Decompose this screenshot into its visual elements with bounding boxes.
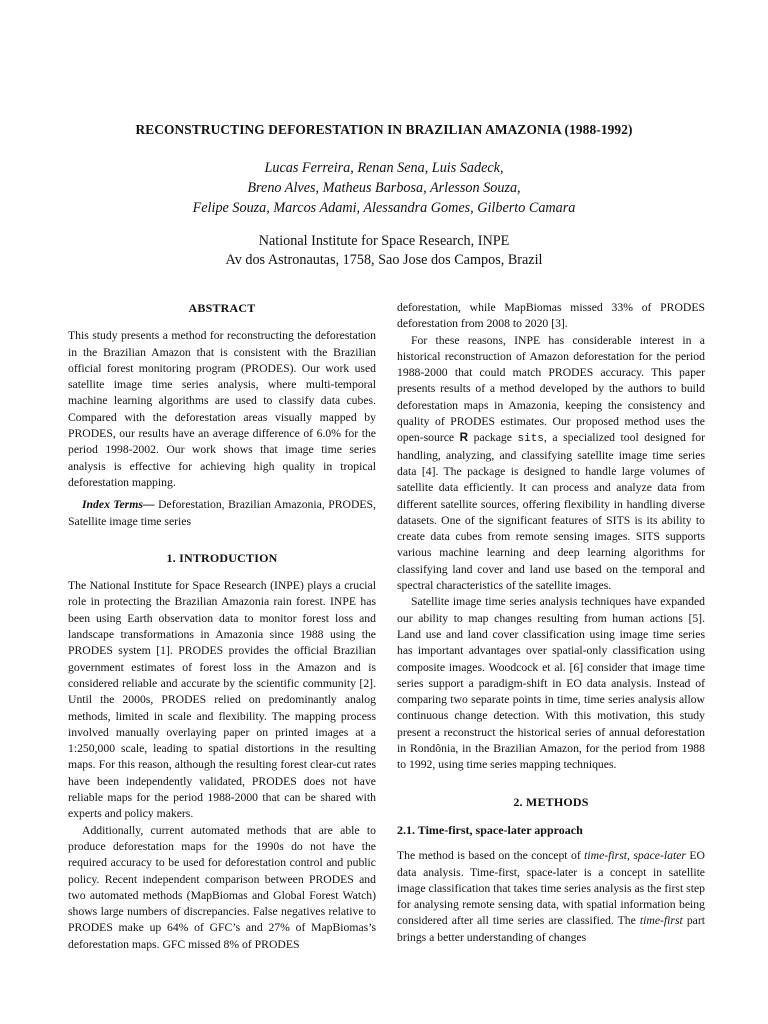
text-run: The method is based on the concept of <box>397 849 585 863</box>
emphasis: time-first <box>639 914 683 928</box>
author-line: Lucas Ferreira, Renan Sena, Luis Sadeck, <box>264 160 504 176</box>
sits-package: sits <box>517 433 544 446</box>
index-terms-label: Index Terms— <box>82 498 155 512</box>
abstract-text: This study presents a method for reconstructing the deforestation in the Brazilian Amazon that is consistent with the Brazilian official forest monitoring program (PRODES). Our work used satellite image time series analysis, where multi-temporal machine learning algorithms are used to classify data cubes. Compared with the deforestation areas visually mapped by PRODES, our results have an average difference of 6.0% for the period 1998-2002. Our work shows that image time series analysis is effective for achieving high quality in tropical deforestation mapping. <box>68 329 376 489</box>
text-run: package <box>468 431 518 445</box>
text-run: For these reasons, INPE has considerable interest in a historical reconstruction of Amazon deforestation for the period 1988-2000 that could match PRODES accuracy. This paper presents results of a method developed by the authors to build deforestation maps in Amazonia, keeping the consistency and quality of PRODES estimates. Our proposed method uses the open-source <box>397 333 705 445</box>
intro-paragraph <box>397 333 705 595</box>
abstract-heading: ABSTRACT <box>188 301 256 315</box>
text-run: EO data analysis. Time-first, space-later is a concept in satellite image classification that takes time series analysis as the first step for analysing remote sensing data, with spatial information being considered after all time series are classified. The <box>397 849 705 928</box>
text-run: part brings a better understanding of changes <box>397 914 706 944</box>
methods-subheading: 2.1. Time-first, space-later approach <box>397 822 583 837</box>
intro-paragraph: Additionally, current automated methods that are able to produce deforestation maps for the 1990s do not have the required accuracy to be used for deforestation control and public policy. Recent independent comparison between PRODES and two automated methods (MapBiomas and Global Forest Watch) shows large numbers of discrepancies. False negatives relative to PRODES make up 64% of GFC’s and 27% of MapBiomas’s deforestation maps. GFC missed 8% of PRODES <box>68 823 376 951</box>
methods-paragraph <box>397 848 705 946</box>
affiliation <box>0 232 768 270</box>
right-column <box>397 300 705 946</box>
index-terms-text: Deforestation, Brazilian Amazonia, PRODES, Satellite image time series <box>68 498 376 528</box>
intro-paragraph: deforestation, while MapBiomas missed 33% of PRODES deforestation from 2008 to 2020 [3]. <box>397 301 705 331</box>
intro-paragraph: The National Institute for Space Research (INPE) plays a crucial role in protecting the Brazilian Amazonia rain forest. INPE has been using Earth observation data to monitor forest loss and landscape transformations in Amazonia since 1988 using the PRODES system [1]. PRODES provides the official Brazilian government estimates of forest loss in the Amazon and is considered reliable and accurate by the scientific community [2]. Until the 2000s, PRODES relied on predominantly analog methods, limited in scale and flexibility. The mapping process involved manually overlaying paper on printed images at a 1:250,000 scale, leading to spatial distortions in the resulting maps. For this reason, although the resulting forest clear-cut rates have been independently validated, PRODES does not have reliable maps for the period 1988-2000 that can be shared with experts and policy makers. <box>68 579 376 821</box>
r-language: R <box>459 431 469 445</box>
index-terms <box>68 497 376 530</box>
author-list <box>0 158 768 218</box>
left-column <box>68 300 376 953</box>
paper-title: RECONSTRUCTING DEFORESTATION IN BRAZILIAN AMAZONIA (1988-1992) <box>135 122 633 137</box>
author-line: Felipe Souza, Marcos Adami, Alessandra Gomes, Gilberto Camara <box>192 200 576 216</box>
affiliation-line: Av dos Astronautas, 1758, Sao Jose dos Campos, Brazil <box>225 252 543 268</box>
author-line: Breno Alves, Matheus Barbosa, Arlesson Souza, <box>247 180 521 196</box>
intro-heading: 1. INTRODUCTION <box>166 550 278 565</box>
methods-heading: 2. METHODS <box>513 794 589 809</box>
intro-paragraph: Satellite image time series analysis techniques have expanded our ability to map changes resulting from human actions [5]. Land use and land cover classification using image time series has important advantages over spatial-only classification using composite images. Woodcock et al. [6] consider that image time series support a paradigm-shift in EO data analysis. Instead of comparing two separate points in time, time series analysis allow continuous change detection. With this motivation, this study present a reconstruct the historical series of annual deforestation in Rondônia, in the Brazilian Amazon, for the period from 1988 to 1992, using time series mapping techniques. <box>397 595 705 772</box>
affiliation-line: National Institute for Space Research, INPE <box>258 233 510 249</box>
text-run: , a specialized tool designed for handling, analyzing, and classifying satellite image time series data [4]. The package is designed to handle large volumes of satellite data efficiently. It can process and analyze data from different satellite sources, offering flexibility in handling diverse datasets. One of the significant features of SITS is its ability to create data cubes from remote sensing images. SITS supports various machine learning and deep learning algorithms for classifying land cover and land use based on the temporal and spectral characteristics of the satellite images. <box>397 431 706 593</box>
emphasis: time-first, space-later <box>584 849 686 863</box>
